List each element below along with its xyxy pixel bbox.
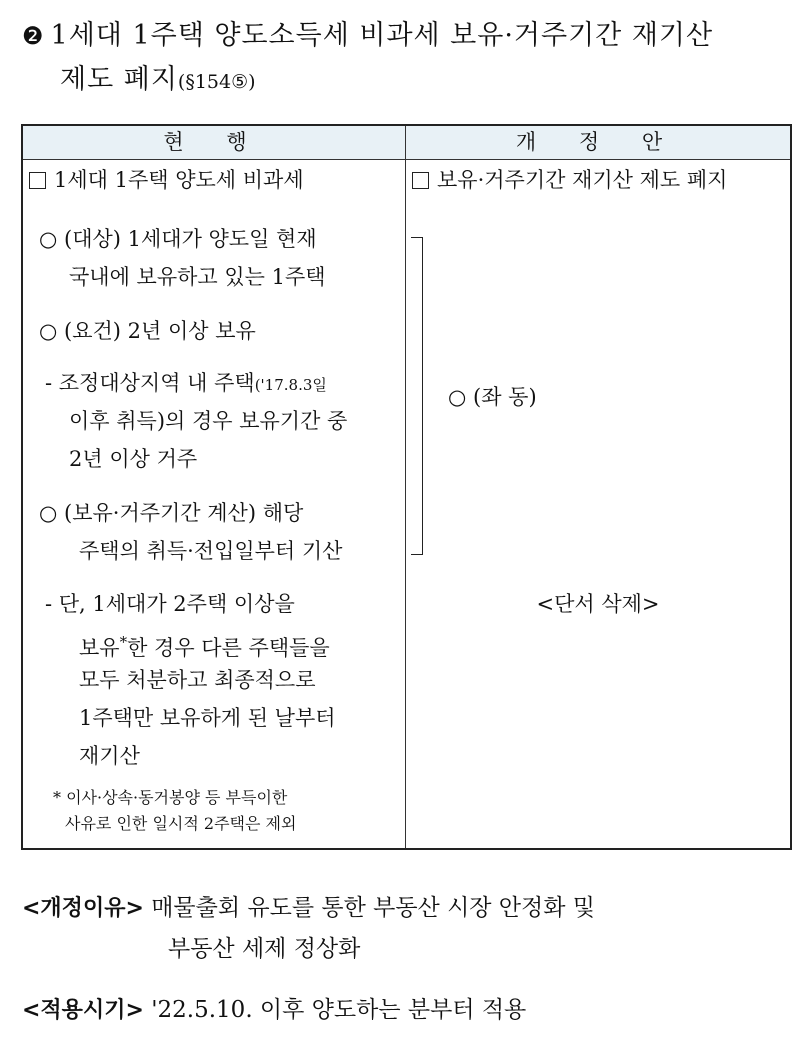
checkbox-square-icon [29,172,46,189]
left-b4-l2: 주택의 취득·전입일부터 기산 [79,539,343,563]
left-b1-l2: 국내에 보유하고 있는 1주택 [69,265,326,289]
bracket-line [411,237,423,555]
left-b5-l4: 1주택만 보유하게 된 날부터 [79,706,336,730]
section-heading [22,14,792,104]
left-b3-l2: 이후 취득)의 경우 보유기간 중 [69,409,348,433]
left-note-l2: 사유로 인한 일시적 2주택은 제외 [65,814,297,833]
left-b3-l3: 2년 이상 거주 [69,447,198,471]
revision-reason [22,888,595,969]
left-b1-l1: ○ (대상) 1세대가 양도일 현재 [39,227,317,251]
table-header [23,126,790,160]
right-same: ○ (좌 동) [448,385,537,409]
left-b5-l1: - 단, 1세대가 2주택 이상을 [45,592,295,616]
heading-line1: 1세대 1주택 양도소득세 비과세 보유·거주기간 재기산 [50,20,714,51]
left-b5-l2: 보유*한 경우 다른 주택들을 [79,633,330,660]
reason-line1: 매물출회 유도를 통한 부동산 시장 안정화 및 [151,895,595,921]
application-period [22,990,526,1031]
comparison-table [21,124,792,850]
left-note-l1: * 이사·상속·동거봉양 등 부득이한 [53,788,288,807]
section-number: ❷ [22,22,45,50]
header-current: 현 행 [163,130,265,154]
reason-label: <개정이유> [22,896,144,921]
left-b4-l1: ○ (보유·거주기간 계산) 해당 [39,501,304,525]
left-b5-l5: 재기산 [79,744,140,768]
column-divider [405,126,406,848]
right-deleted: <단서 삭제> [536,592,660,616]
reason-line2: 부동산 세제 정상화 [168,936,361,962]
heading-line2: 제도 폐지 [60,64,178,95]
checkbox-square-icon [412,172,429,189]
header-revised: 개 정 안 [515,130,681,154]
applies-text: '22.5.10. 이후 양도하는 분부터 적용 [151,997,527,1023]
heading-ref: (§154⑤) [177,71,256,93]
left-title: 1세대 1주택 양도세 비과세 [29,162,304,198]
applies-label: <적용시기> [22,998,144,1023]
left-b3-l1: - 조정대상지역 내 주택('17.8.3일 [45,371,327,395]
right-title: 보유·거주기간 재기산 제도 폐지 [412,162,727,198]
left-b5-l3: 모두 처분하고 최종적으로 [79,668,316,692]
left-b2: ○ (요건) 2년 이상 보유 [39,319,256,343]
